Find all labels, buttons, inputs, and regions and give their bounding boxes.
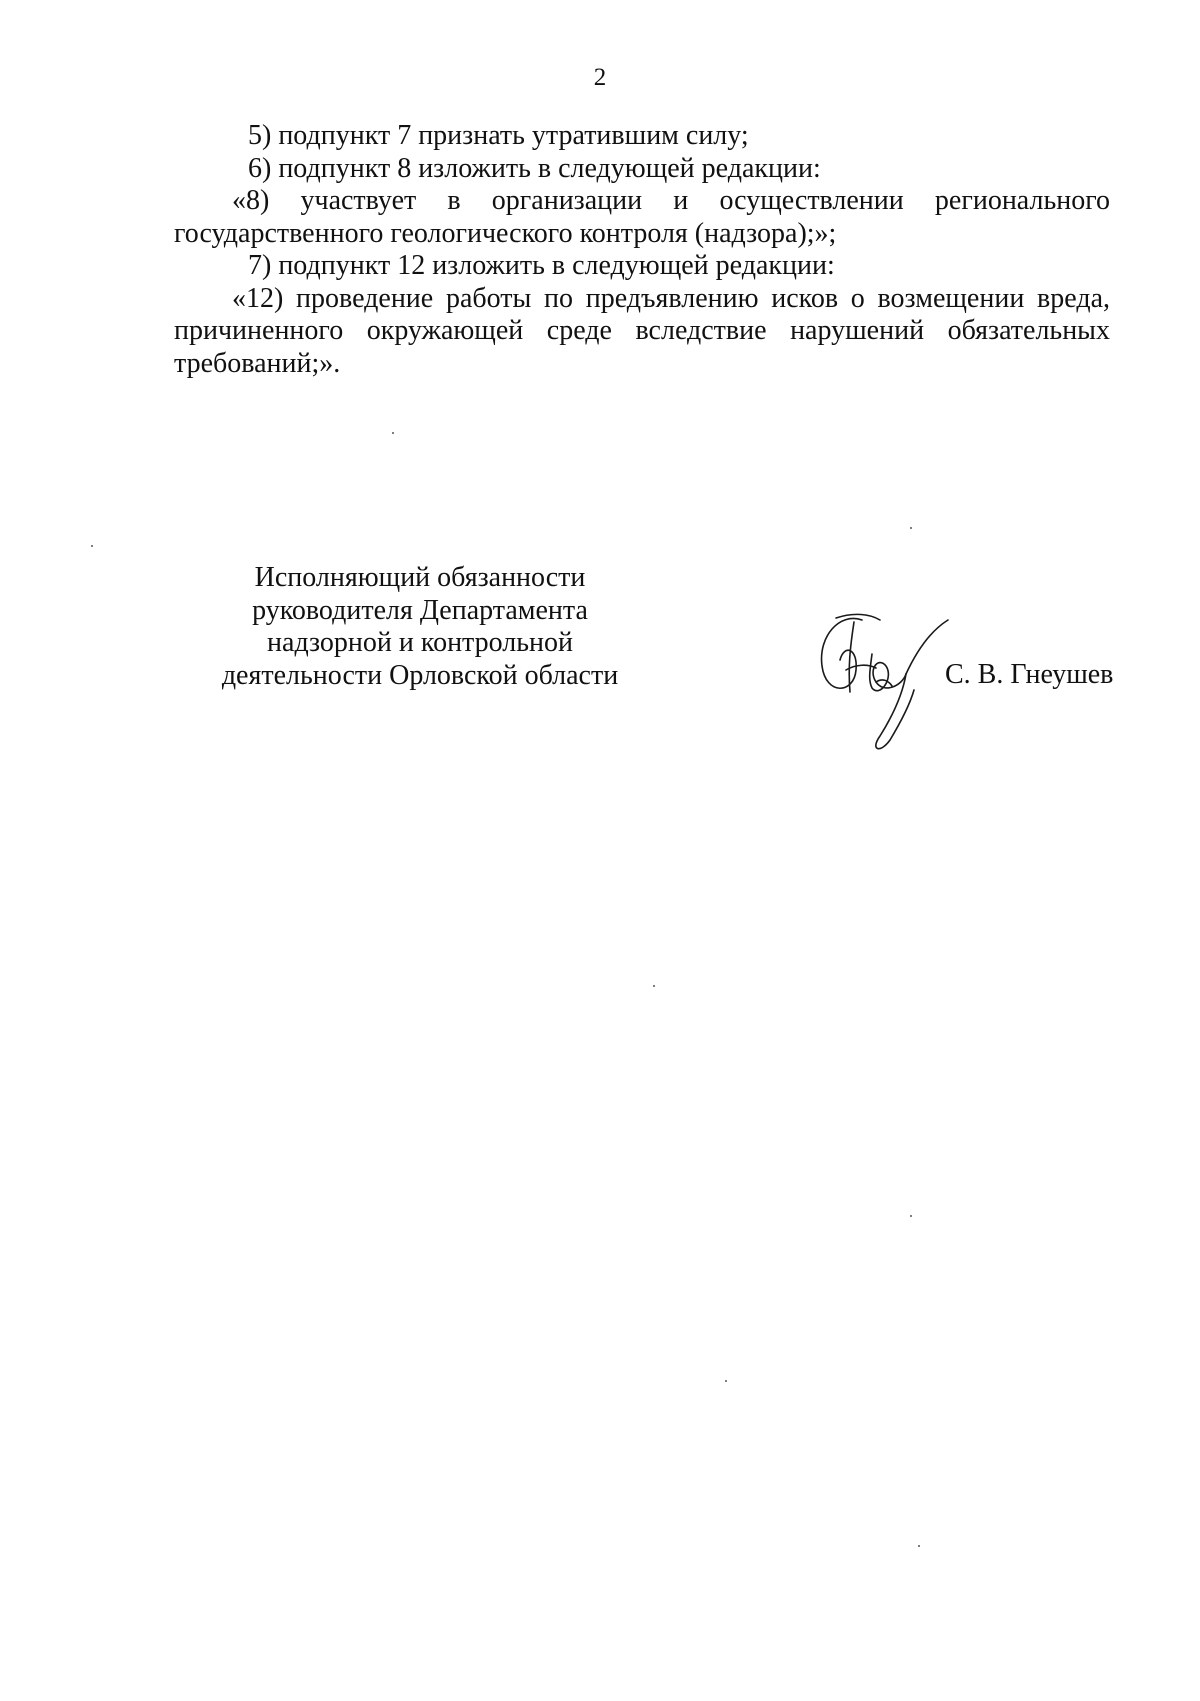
scan-speck: [910, 527, 912, 529]
page-number: 2: [593, 64, 607, 91]
quote-item-12-line-1: «12) проведение работы по предъявлению исков о возмещении вреда,: [232, 282, 1110, 314]
paragraph-item-5: 5) подпункт 7 признать утратившим силу;: [248, 120, 749, 151]
signer-name: С. В. Гнеушев: [945, 659, 1114, 690]
signatory-position-line-3: надзорной и контрольной: [267, 627, 573, 658]
paragraph-item-7: 7) подпункт 12 изложить в следующей редакции:: [248, 250, 835, 281]
signatory-position-line-1: Исполняющий обязанности: [254, 562, 586, 593]
scan-speck: [653, 985, 655, 987]
document-body: [174, 120, 1110, 380]
scan-speck: [392, 432, 394, 434]
scan-speck: [725, 1380, 727, 1382]
quote-item-12-line-2: причиненного окружающей среде вследствие нарушений обязательных: [174, 315, 1110, 346]
signatory-position: [200, 562, 640, 692]
signatory-position-line-4: деятельности Орловской области: [221, 659, 619, 691]
paragraph-item-6: 6) подпункт 8 изложить в следующей редакции:: [248, 152, 821, 184]
scan-speck: [910, 1215, 912, 1217]
quote-item-12-line-3: требований;».: [174, 347, 341, 379]
scan-speck: [918, 1545, 920, 1547]
signatory-position-line-2: руководителя Департамента: [252, 594, 588, 626]
scan-speck: [91, 545, 93, 547]
quote-item-8-line-1: «8) участвует в организации и осуществлении регионального: [232, 185, 1110, 216]
quote-item-8-line-2: государственного геологического контроля (надзора);»;: [174, 217, 837, 249]
